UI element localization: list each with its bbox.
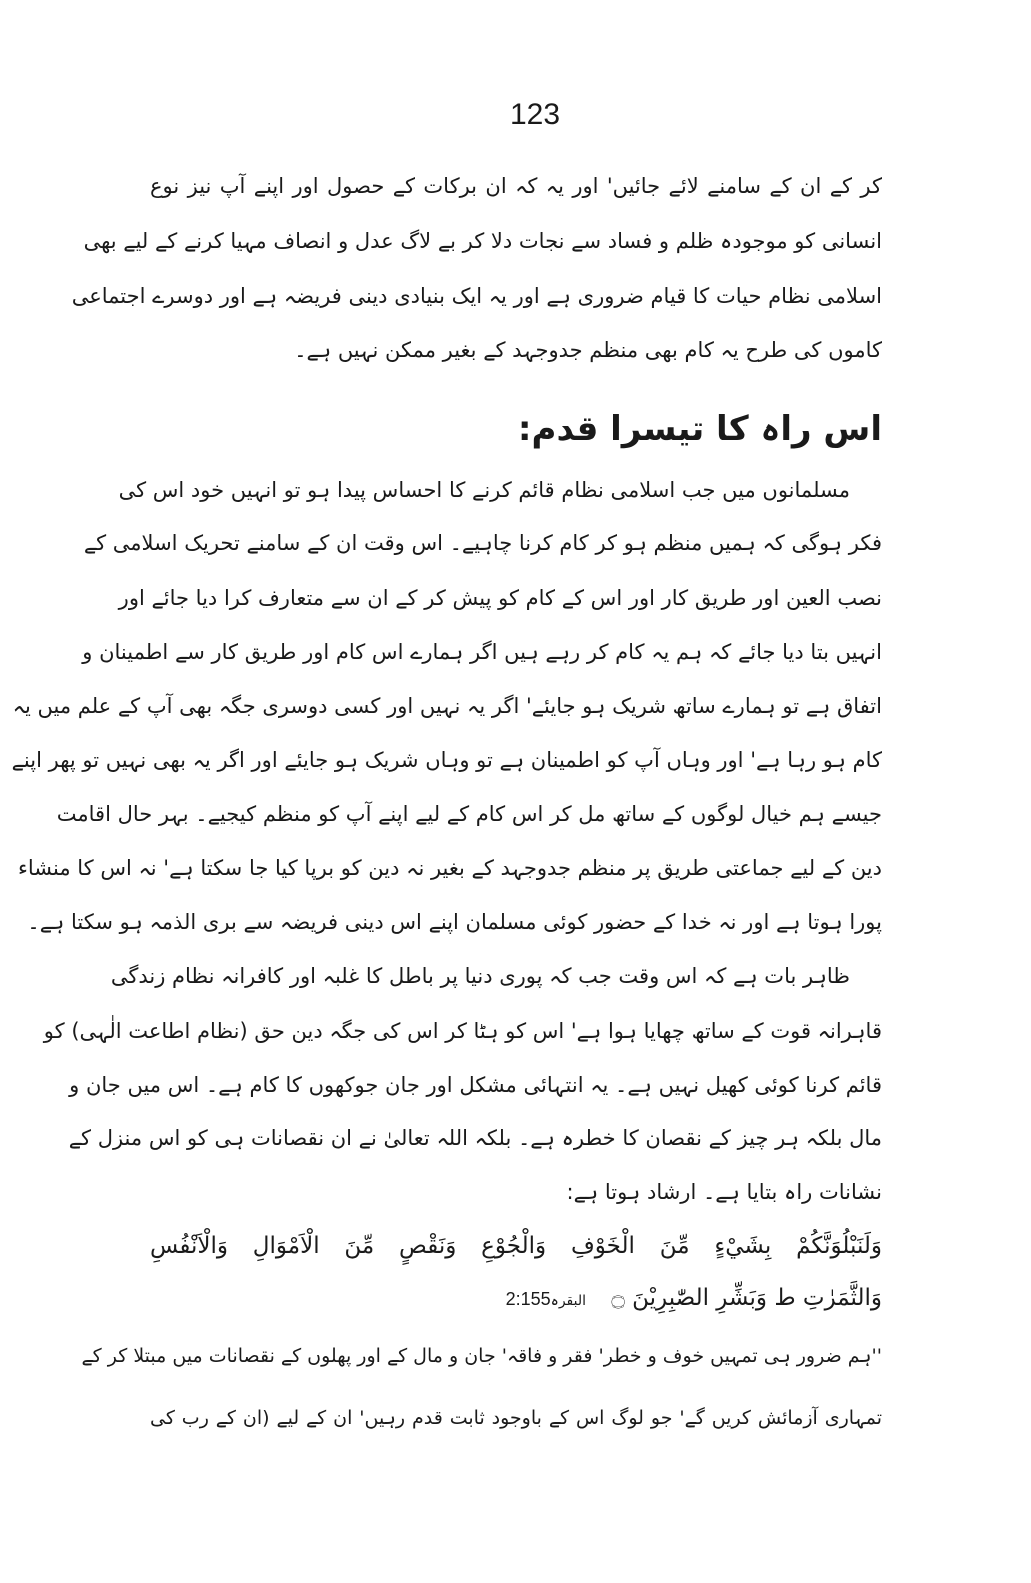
paragraph-line: پورا ہوتا ہے اور نہ خدا کے حضور کوئی مسلمان اپنے اس دینی فریضہ سے بری الذمہ ہو سکتا ہے۔ xyxy=(27,910,882,934)
paragraph-line: جیسے ہم خیال لوگوں کے ساتھ مل کر اس کام کے لیے اپنے آپ کو منظم کیجیے۔ بہر حال اقامت xyxy=(56,802,882,826)
quran-verse-line: وَلَنَبْلُوَنَّكُمْ بِشَيْءٍ مِّنَ الْخَوْفِ وَالْجُوْعِ وَنَقْصٍ مِّنَ الْاَمْوَالِ وَالْاَنْفُسِ xyxy=(150,1233,882,1259)
paragraph-line: کر کے ان کے سامنے لائے جائیں' اور یہ کہ ان برکات کے حصول اور اپنے آپ نیز نوع xyxy=(150,174,882,198)
translation-line: تمہاری آزمائش کریں گے' جو لوگ اس کے باوجود ثابت قدم رہیں' ان کے لیے (ان کے رب کی xyxy=(150,1407,882,1429)
paragraph-line: فکر ہوگی کہ ہمیں منظم ہو کر کام کرنا چاہیے۔ اس وقت ان کے سامنے تحریک اسلامی کے xyxy=(83,531,882,555)
paragraph-line: قائم کرنا کوئی کھیل نہیں ہے۔ یہ انتہائی مشکل اور جان جوکھوں کا کام ہے۔ اس میں جان و xyxy=(69,1073,882,1097)
paragraph-line: اسلامی نظام حیات کا قیام ضروری ہے اور یہ ایک بنیادی دینی فریضہ ہے اور دوسرے اجتماعی xyxy=(71,284,882,308)
paragraph-line: اتفاق ہے تو ہمارے ساتھ شریک ہو جایئے' اگر یہ نہیں اور کسی دوسری جگہ بھی آپ کے علم میں یہ xyxy=(12,694,882,718)
paragraph-line: انسانی کو موجودہ ظلم و فساد سے نجات دلا کر بے لاگ عدل و انصاف مہیا کرنے کے لیے بھی xyxy=(83,229,882,253)
paragraph-line: مسلمانوں میں جب اسلامی نظام قائم کرنے کا احساس پیدا ہو تو انہیں خود اس کی xyxy=(118,478,850,502)
paragraph-line: ظاہر بات ہے کہ اس وقت جب کہ پوری دنیا پر باطل کا غلبہ اور کافرانہ نظام زندگی xyxy=(110,964,850,988)
paragraph-line: انہیں بتا دیا جائے کہ ہم یہ کام کر رہے ہیں اگر ہمارے اس کام اور طریق کار سے اطمینان و xyxy=(82,640,882,664)
paragraph-line: کام ہو رہا ہے' اور وہاں آپ کو اطمینان ہے تو وہاں شریک ہو جایئے اور اگر یہ بھی نہیں تو پھر اپنے xyxy=(11,748,882,772)
paragraph-line: قاہرانہ قوت کے ساتھ چھایا ہوا ہے' اس کو ہٹا کر اس کی جگہ دین حق (نظام اطاعت الٰہی) کو xyxy=(43,1019,882,1043)
paragraph-line: دین کے لیے جماعتی طریق پر منظم جدوجہد کے بغیر نہ دین کو برپا کیا جا سکتا ہے' نہ اس کا منشاء xyxy=(17,856,882,880)
paragraph-line: نشانات راہ بتایا ہے۔ ارشاد ہوتا ہے: xyxy=(566,1180,882,1204)
paragraph-line: نصب العین اور طریق کار اور اس کے کام کو پیش کر کے ان سے متعارف کرا دیا جائے اور xyxy=(118,586,882,610)
paragraph-line: کاموں کی طرح یہ کام بھی منظم جدوجہد کے بغیر ممکن نہیں ہے۔ xyxy=(294,338,882,362)
quran-verse-text: وَالثَّمَرٰتِ ط وَبَشِّرِ الصّٰبِرِيْنَ ۝ xyxy=(611,1285,882,1311)
page-number: 123 xyxy=(509,98,561,131)
translation-line: ''ہم ضرور ہی تمہیں خوف و خطر' فقر و فاقہ' جان و مال کے اور پھلوں کے نقصانات میں مبتلا کر کے xyxy=(81,1345,882,1367)
quran-verse-line xyxy=(150,1278,882,1321)
verse-ref-number: 2:155 xyxy=(505,1289,551,1309)
verse-reference xyxy=(505,1289,586,1309)
section-heading: اس راہ کا تیسرا قدم: xyxy=(517,409,882,449)
paragraph-line: مال بلکہ ہر چیز کے نقصان کا خطرہ ہے۔ بلکہ اللہ تعالیٰ نے ان نقصانات ہی کو اس منزل کے xyxy=(68,1126,882,1150)
verse-ref-surah: البقرہ xyxy=(550,1293,586,1309)
